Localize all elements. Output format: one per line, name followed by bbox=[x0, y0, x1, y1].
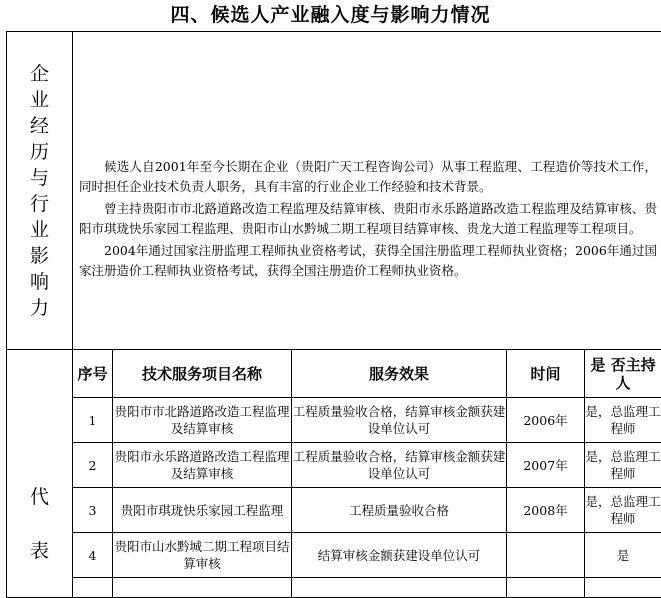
row-time: 2008年 bbox=[507, 488, 585, 533]
table-row bbox=[7, 443, 661, 488]
header-project-name: 技术服务项目名称 bbox=[113, 350, 292, 398]
label-char: 行 bbox=[7, 191, 72, 217]
experience-paragraph: 候选人自2001年至今长期在企业（贵阳广天工程咨询公司）从事工程监理、工程造价等技术工作，同时担任企业技术负责人职务，具有丰富的行业企业工作经验和技术背景。 bbox=[79, 157, 657, 197]
table-row bbox=[7, 398, 661, 443]
row-project-name: 贵阳市市北路道路改造工程监理及结算审核 bbox=[113, 398, 292, 443]
header-time: 时间 bbox=[507, 350, 585, 398]
row-no: 3 bbox=[73, 488, 113, 533]
table-row bbox=[7, 578, 661, 598]
row-time: 2007年 bbox=[507, 443, 585, 488]
row-project-name: 贵阳市山水黔城二期工程项目结算审核 bbox=[113, 533, 292, 578]
row-no: 2 bbox=[73, 443, 113, 488]
label-char: 力 bbox=[7, 295, 72, 321]
row-host bbox=[585, 578, 661, 598]
row-host: 是 bbox=[585, 533, 661, 578]
page-title: 四、候选人产业融入度与影响力情况 bbox=[0, 0, 661, 30]
label-char: 代 bbox=[7, 470, 72, 524]
experience-paragraph: 曾主持贵阳市市北路道路改造工程监理及结算审核、贵阳市永乐路道路改造工程监理及结算审核、贵阳市琪珑快乐家园工程监理、贵阳市山水黔城二期工程项目结算审核、贵龙大道工程监理等工程项目。 bbox=[79, 199, 657, 239]
table-row bbox=[7, 533, 661, 578]
header-no: 序号 bbox=[73, 350, 113, 398]
row-project-name bbox=[113, 578, 292, 598]
row-host: 是，总监理工程师 bbox=[585, 443, 661, 488]
row-no: 4 bbox=[73, 533, 113, 578]
row-effect: 工程质量验收合格，结算审核金额获建设单位认可 bbox=[292, 443, 507, 488]
label-char: 业 bbox=[7, 87, 72, 113]
experience-section-label bbox=[7, 32, 73, 350]
table-row bbox=[7, 488, 661, 533]
header-effect: 服务效果 bbox=[292, 350, 507, 398]
label-char: 企 bbox=[7, 61, 72, 87]
label-char: 历 bbox=[7, 139, 72, 165]
projects-header-row bbox=[7, 350, 661, 398]
row-time bbox=[507, 578, 585, 598]
label-char: 表 bbox=[7, 524, 72, 578]
row-time: 2006年 bbox=[507, 398, 585, 443]
row-project-name: 贵阳市琪珑快乐家园工程监理 bbox=[113, 488, 292, 533]
candidate-info-table bbox=[6, 31, 661, 598]
row-effect: 工程质量验收合格，结算审核金额获建设单位认可 bbox=[292, 398, 507, 443]
experience-content bbox=[73, 32, 661, 350]
projects-section-label bbox=[7, 350, 73, 598]
label-char: 与 bbox=[7, 165, 72, 191]
row-no bbox=[73, 578, 113, 598]
label-char: 经 bbox=[7, 113, 72, 139]
row-project-name: 贵阳市永乐路道路改造工程监理及结算审核 bbox=[113, 443, 292, 488]
label-char: 响 bbox=[7, 269, 72, 295]
label-char: 影 bbox=[7, 243, 72, 269]
row-host: 是，总监理工程师 bbox=[585, 488, 661, 533]
row-no: 1 bbox=[73, 398, 113, 443]
experience-row bbox=[7, 32, 661, 350]
row-effect bbox=[292, 578, 507, 598]
header-host: 是 否主持人 bbox=[585, 350, 661, 398]
label-char: 业 bbox=[7, 217, 72, 243]
row-host: 是，总监理工程师 bbox=[585, 398, 661, 443]
row-effect: 工程质量验收合格 bbox=[292, 488, 507, 533]
experience-paragraph: 2004年通过国家注册监理工程师执业资格考试，获得全国注册监理工程师执业资格；2006年通过国家注册造价工程师执业资格考试，获得全国注册造价工程师执业资格。 bbox=[79, 241, 657, 281]
row-time bbox=[507, 533, 585, 578]
row-effect: 结算审核金额获建设单位认可 bbox=[292, 533, 507, 578]
